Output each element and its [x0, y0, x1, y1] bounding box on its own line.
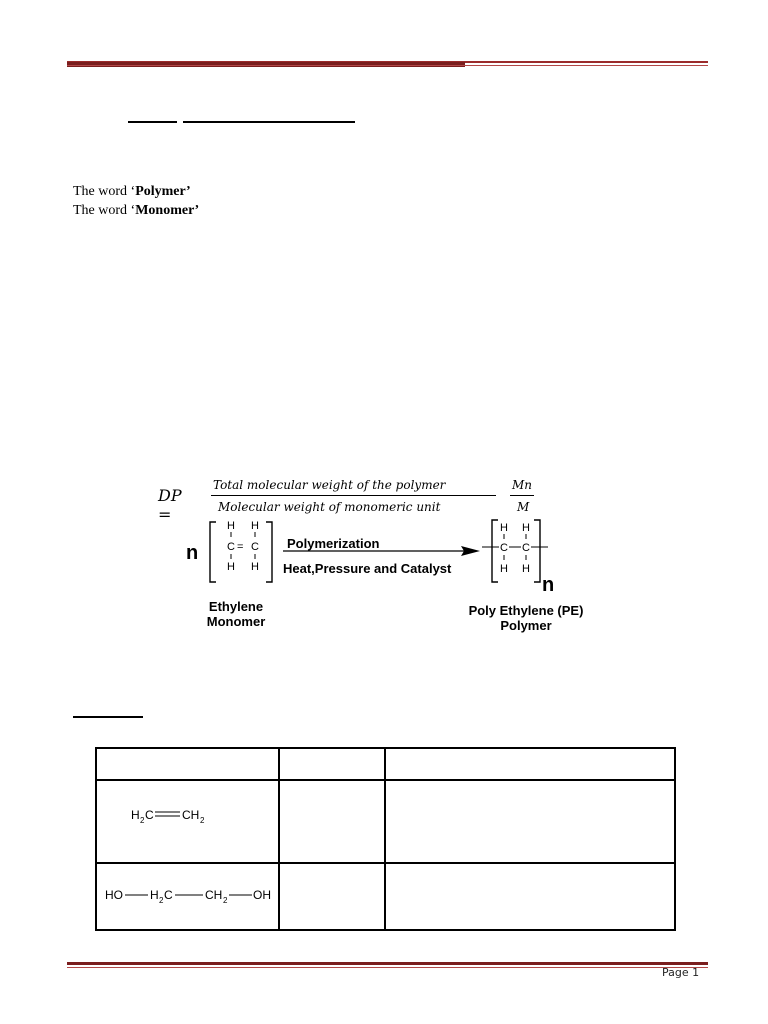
- product-bracket-right: [534, 520, 540, 582]
- ethylene-h2c-sub: 2: [140, 816, 145, 825]
- arrow-label-bottom: Heat,Pressure and Catalyst: [283, 561, 452, 576]
- polymer-term: Polymer’: [135, 184, 191, 199]
- reactant-h1: H: [227, 520, 235, 532]
- formula-ratio-bar: [510, 495, 534, 496]
- line1-prefix: The word ‘: [73, 184, 136, 199]
- glycol-h2c-c: C: [164, 888, 173, 902]
- glycol-ch2-sub: 2: [223, 896, 228, 905]
- header-cell-2: [279, 748, 385, 780]
- table-cell: [385, 780, 675, 863]
- polymer-definition-line: [73, 184, 191, 200]
- section-heading-underline: [73, 716, 143, 718]
- product-subscript: n: [542, 574, 555, 594]
- reactant-h4: H: [251, 561, 259, 573]
- reactant-c2: C: [251, 541, 259, 553]
- product-h3: H: [500, 563, 508, 575]
- ethylene-glycol-structure: [97, 864, 277, 924]
- reactant-label: [190, 599, 282, 629]
- formula-mn: Mn: [512, 478, 533, 492]
- ethylene-structure: [97, 781, 277, 857]
- header-rule-thin-2: [67, 65, 708, 66]
- glycol-oh: OH: [253, 888, 271, 902]
- product-h1: H: [500, 522, 508, 534]
- ethylene-ch2: CH: [182, 808, 200, 822]
- ethylene-h2c-c: C: [145, 808, 154, 822]
- reactant-h3: H: [227, 561, 235, 573]
- reactant-name-line2: Monomer: [206, 614, 266, 629]
- monomer-definition-line: [73, 203, 199, 219]
- formula-denominator: Molecular weight of monomeric unit: [218, 500, 441, 514]
- glycol-ho: HO: [105, 888, 123, 902]
- reactant-bracket-left: [210, 522, 216, 582]
- formula-fraction-bar: [211, 495, 496, 496]
- reactant-c1: C: [227, 541, 235, 553]
- footer-rule-thick: [67, 962, 708, 965]
- ethylene-ch2-sub: 2: [200, 816, 205, 825]
- product-c2: C: [522, 542, 530, 554]
- header-cell-1: [96, 748, 279, 780]
- reaction-coefficient: n: [186, 542, 199, 564]
- product-c1: C: [500, 542, 508, 554]
- heading-underline-left: [128, 121, 177, 123]
- formula-m: M: [517, 500, 530, 514]
- product-name-line1: Poly Ethylene (PE): [468, 603, 584, 618]
- reactant-bracket-right: [266, 522, 272, 582]
- monomer-table: [95, 747, 676, 931]
- footer-rule-thin: [67, 967, 708, 968]
- product-bracket-left: [492, 520, 498, 582]
- glycol-ch2: CH: [205, 888, 223, 902]
- table-cell: [385, 863, 675, 930]
- structure-cell: [96, 780, 279, 863]
- reactant-h2: H: [251, 520, 259, 532]
- ethylene-h2c-h: H: [131, 808, 140, 822]
- table-cell: [279, 780, 385, 863]
- glycol-h2c-h: H: [150, 888, 159, 902]
- arrow-label-top: Polymerization: [287, 536, 380, 551]
- formula-lhs: DP =: [158, 486, 182, 524]
- product-h4: H: [522, 563, 530, 575]
- formula-numerator: Total molecular weight of the polymer: [213, 478, 446, 492]
- reactant-name-line1: Ethylene: [208, 599, 264, 614]
- line2-prefix: The word ‘: [73, 203, 136, 218]
- table-cell: [279, 863, 385, 930]
- polymerization-reaction: [180, 514, 590, 594]
- product-h2: H: [522, 522, 530, 534]
- table-header-row: [96, 748, 675, 780]
- product-label: [448, 603, 604, 633]
- page-number: Page 1: [662, 966, 700, 979]
- product-name-line2: Polymer: [500, 618, 552, 633]
- table-row: [96, 780, 675, 863]
- table-row: [96, 863, 675, 930]
- structure-cell: [96, 863, 279, 930]
- header-cell-3: [385, 748, 675, 780]
- monomer-term: Monomer’: [135, 203, 200, 218]
- reactant-double-bond: =: [237, 541, 244, 553]
- heading-underline-right: [183, 121, 355, 123]
- glycol-h2c-sub: 2: [159, 896, 164, 905]
